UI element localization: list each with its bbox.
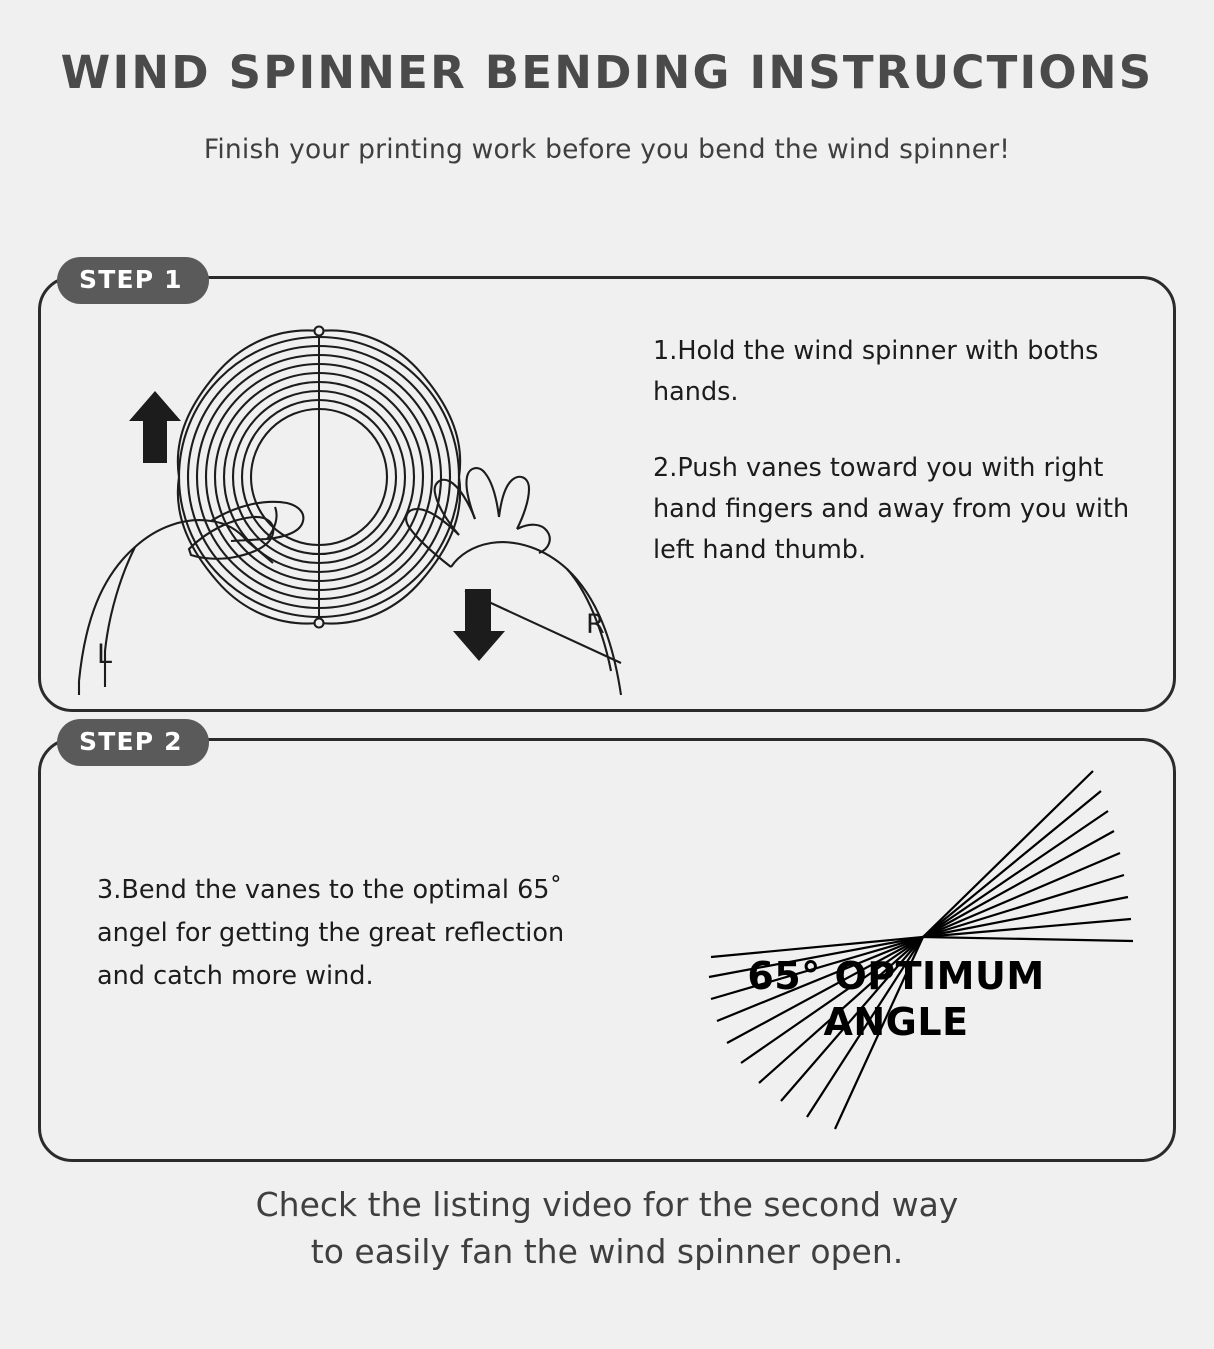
optimum-angle-fan-diagram [631, 761, 1151, 1141]
step-1-badge: STEP 1 [57, 257, 209, 304]
instruction-2: 2.Push vanes toward you with right hand fingers and away from you with left hand thumb. [653, 452, 1130, 566]
right-hand-label: R [586, 609, 605, 640]
footer-note [0, 1182, 1214, 1276]
step-1-card [38, 265, 1176, 712]
step-2-illustration [631, 761, 1151, 1141]
right-hand [406, 468, 621, 695]
page-title: WIND SPINNER BENDING INSTRUCTIONS [60, 46, 1154, 99]
instruction-sheet [0, 48, 1214, 1349]
step-2-instructions [97, 869, 597, 997]
footer-line-1: Check the listing video for the second way [255, 1185, 959, 1224]
instruction-3: 3.Bend the vanes to the optimal 65˚ angel for getting the great reflection and catch more wind. [97, 875, 565, 991]
step-1-instructions [653, 331, 1163, 571]
angle-value: 65° [747, 954, 821, 998]
angle-caption [731, 953, 1061, 1046]
step-2-card [38, 727, 1176, 1162]
step-2-badge: STEP 2 [57, 719, 209, 766]
step-1-illustration [61, 291, 641, 701]
angle-word-optimum: OPTIMUM [834, 954, 1045, 998]
page-subtitle: Finish your printing work before you bend the wind spinner! [203, 133, 1011, 165]
hands-bending-spinner-diagram [61, 291, 641, 701]
arrow-down-icon [453, 589, 505, 661]
instruction-1: 1.Hold the wind spinner with boths hands. [653, 336, 1099, 408]
angle-word-angle: ANGLE [823, 1000, 969, 1045]
footer-line-2: to easily fan the wind spinner open. [310, 1231, 904, 1271]
arrow-up-icon [129, 391, 181, 463]
left-hand-label: L [97, 639, 113, 670]
